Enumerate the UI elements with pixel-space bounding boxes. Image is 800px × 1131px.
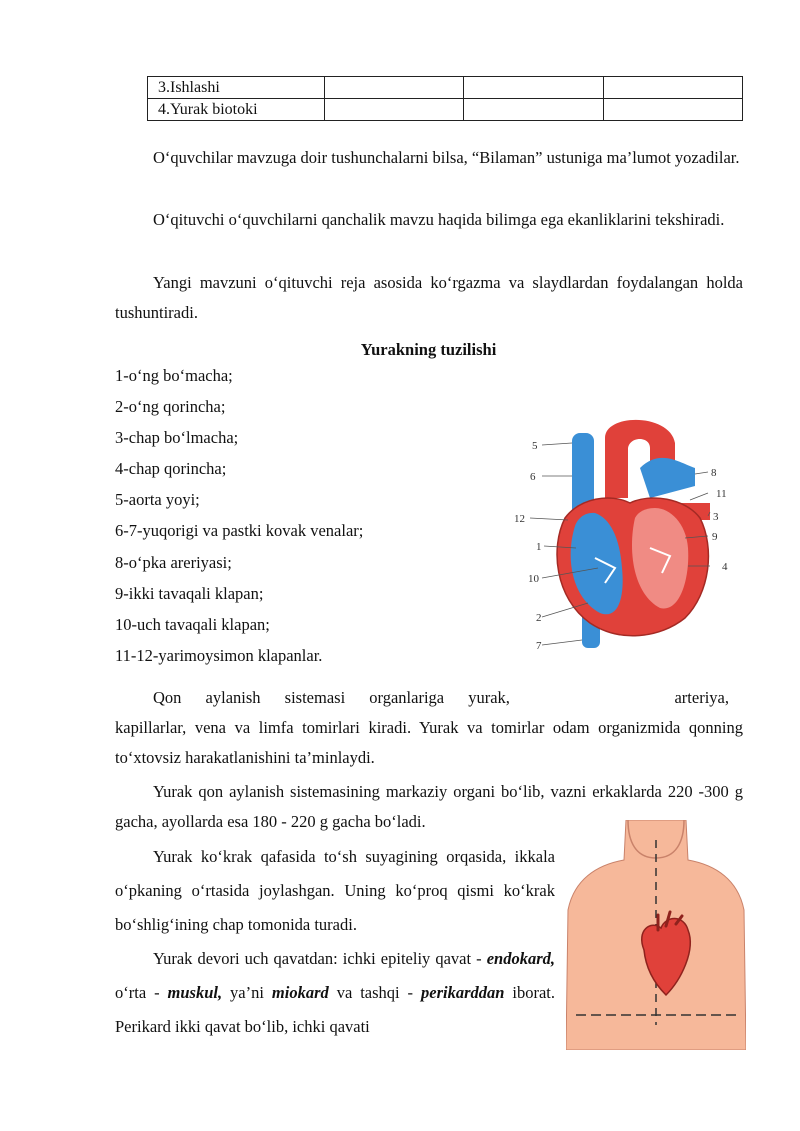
qon-line-end: arteriya, — [674, 688, 729, 707]
table-cell — [325, 99, 464, 121]
section-title: Yurakning tuzilishi — [360, 340, 497, 359]
paragraph-bilaman: O‘quvchilar mavzuga doir tushunchalarni bilsa, “Bilaman” ustuniga ma’lumot yozadilar. — [153, 148, 740, 167]
diagram-label: 12 — [514, 513, 525, 525]
diagram-label: 5 — [532, 440, 538, 452]
legend-item: 8-o‘pka areriyasi; — [115, 552, 232, 572]
legend-item: 4-chap qorincha; — [115, 459, 227, 479]
term-miokard: miokard — [271, 983, 329, 1002]
diagram-label: 2 — [536, 612, 542, 624]
table-cell — [325, 77, 464, 99]
text-run: iborat. Perikard ikki qavat bo‘lib, ichki qavati — [115, 983, 555, 1036]
legend-item: 11-12-yarimoysimon klapanlar. — [115, 645, 323, 665]
diagram-label: 11 — [716, 488, 727, 500]
legend-item: 10-uch tavaqali klapan; — [115, 614, 270, 634]
paragraph-tekshiradi: O‘qituvchi o‘quvchilarni qanchalik mavzu haqida bilimga ega ekanliklarini tekshiradi. — [153, 210, 725, 229]
text-run: o‘rta - — [115, 983, 168, 1002]
legend-item: 9-ikki tavaqali klapan; — [115, 583, 264, 603]
text-run: va tashqi - — [328, 983, 421, 1002]
heart-legend-list — [115, 360, 363, 671]
text-run: ya’ni — [222, 983, 272, 1002]
heart-location-illustration — [566, 820, 746, 1050]
term-perikard: perikarddan — [421, 983, 505, 1002]
table-row — [148, 99, 743, 121]
term-muskul: muskul, — [167, 983, 223, 1002]
table-cell — [603, 99, 742, 121]
qon-line-rest: kapillarlar, vena va limfa tomirlari kiradi. Yurak va tomirlar odam organizmida qonning to‘xtovsiz harakatlanishini ta’minlaydi. — [115, 718, 743, 767]
kwl-table — [147, 76, 743, 121]
table-cell — [464, 99, 603, 121]
table-cell: 3.Ishlashi — [148, 77, 325, 99]
diagram-label: 7 — [536, 640, 542, 652]
qon-line-start: Qon aylanish sistemasi organlariga yurak, — [153, 688, 510, 707]
diagram-label: 10 — [528, 573, 539, 585]
legend-item: 3-chap bo‘lmacha; — [115, 428, 239, 448]
table-cell — [603, 77, 742, 99]
paragraph-yurak-devori — [115, 942, 555, 1044]
legend-item: 2-o‘ng qorincha; — [115, 397, 226, 417]
pulmonary-artery — [640, 458, 695, 498]
diagram-label: 3 — [713, 511, 719, 523]
table-cell — [464, 77, 603, 99]
legend-item: 1-o‘ng bo‘macha; — [115, 366, 233, 385]
text-run: Yurak devori uch qavatdan: ichki epiteliy qavat - — [153, 949, 487, 968]
paragraph-qon-aylanish — [115, 683, 743, 773]
legend-item: 6-7-yuqorigi va pastki kovak venalar; — [115, 521, 364, 541]
diagram-label: 4 — [722, 561, 728, 573]
table-row — [148, 77, 743, 99]
paragraph-joylashuv: Yurak ko‘krak qafasida to‘sh suyagining orqasida, ikkala o‘pkaning o‘rtasida joylashgan. Uning ko‘proq qismi ko‘krak bo‘shlig‘ining chap tomonida turadi. — [115, 847, 555, 934]
diagram-label: 6 — [530, 471, 536, 483]
table-cell: 4.Yurak biotoki — [148, 99, 325, 121]
term-endokard: endokard, — [486, 949, 555, 968]
heart-diagram — [510, 408, 770, 658]
diagram-label: 8 — [711, 467, 717, 479]
diagram-label: 9 — [712, 531, 718, 543]
legend-item: 5-aorta yoyi; — [115, 490, 200, 510]
diagram-label: 1 — [536, 541, 542, 553]
paragraph-markaziy-organ: Yurak qon aylanish sistemasining markaziy organi bo‘lib, vazni erkaklarda 220 -300 g gacha, ayollarda esa 180 - 220 g gacha bo‘ladi. — [115, 782, 743, 831]
paragraph-tushuntiradi: Yangi mavzuni o‘qituvchi reja asosida ko‘rgazma va slaydlardan foydalangan holda tushuntiradi. — [115, 273, 743, 322]
